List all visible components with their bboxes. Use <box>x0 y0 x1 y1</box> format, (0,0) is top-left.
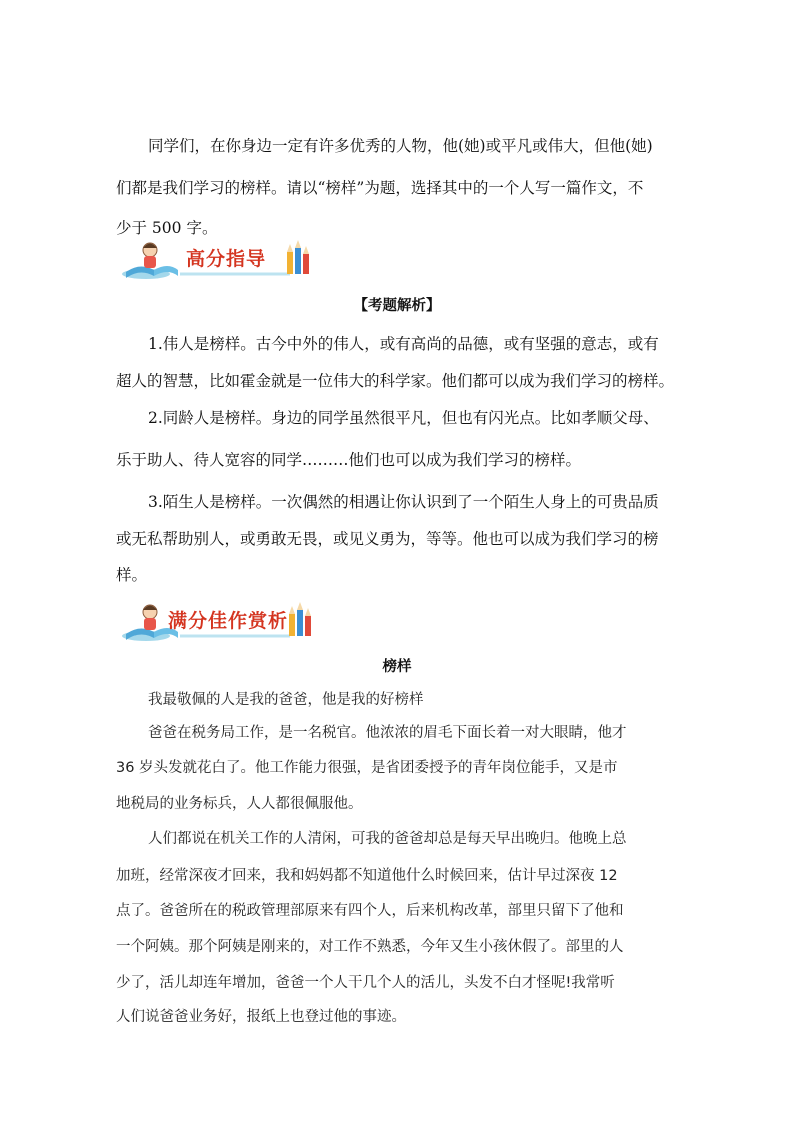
banner-title: 高分指导 <box>186 248 267 270</box>
essay-line: 人们都说在机关工作的人清闲，可我的爸爸却总是每天早出晚归。他晚上总 <box>148 831 627 847</box>
analysis-line: 超人的智慧，比如霍金就是一位伟大的科学家。他们都可以成为我们学习的榜样。 <box>116 372 675 390</box>
analysis-line: 或无私帮助别人，或勇敢无畏，或见义勇为，等等。他也可以成为我们学习的榜 <box>116 530 659 548</box>
analysis-line: 2.同龄人是榜样。身边的同学虽然很平凡，但也有闪光点。比如孝顺父母、 <box>148 409 659 427</box>
essay-title: 榜样 <box>382 659 412 675</box>
banner-title: 满分佳作赏析 <box>168 610 289 632</box>
section-banner-model-essay <box>120 598 320 644</box>
essay-line: 一个阿姨。那个阿姨是刚来的，对工作不熟悉，今年又生小孩休假了。部里的人 <box>116 939 624 955</box>
essay-line: 少了，活儿却连年增加，爸爸一个人干几个人的活儿，头发不白才怪呢!我常听 <box>116 975 615 991</box>
essay-line: 爸爸在税务局工作，是一名税官。他浓浓的眉毛下面长着一对大眼睛，他才 <box>148 725 627 741</box>
section-banner-guidance <box>120 236 320 282</box>
analysis-line: 乐于助人、待人宽容的同学………他们也可以成为我们学习的榜样。 <box>116 451 582 469</box>
pencils-icon <box>284 240 314 276</box>
analysis-heading: 【考题解析】 <box>353 298 441 314</box>
analysis-line: 1.伟人是榜样。古今中外的伟人，或有高尚的品德，或有坚强的意志，或有 <box>148 335 659 353</box>
essay-line: 我最敬佩的人是我的爸爸，他是我的好榜样 <box>148 692 424 708</box>
intro-line-3: 少于 500 字。 <box>116 219 218 237</box>
intro-line-2: 们都是我们学习的榜样。请以“榜样”为题，选择其中的一个人写一篇作文，不 <box>116 179 644 197</box>
essay-line: 36 岁头发就花白了。他工作能力很强，是省团委授予的青年岗位能手，又是市 <box>116 760 618 776</box>
analysis-line: 3.陌生人是榜样。一次偶然的相遇让你认识到了一个陌生人身上的可贵品质 <box>148 493 659 511</box>
essay-line: 人们说爸爸业务好，报纸上也登过他的事迹。 <box>116 1009 406 1025</box>
pencils-icon <box>286 602 316 638</box>
essay-line: 地税局的业务标兵，人人都很佩服他。 <box>116 796 363 812</box>
analysis-line: 样。 <box>116 566 148 584</box>
essay-line: 加班，经常深夜才回来，我和妈妈都不知道他什么时候回来，估计早过深夜 12 <box>116 868 618 884</box>
intro-line-1: 同学们，在你身边一定有许多优秀的人物，他(她)或平凡或伟大，但他(她) <box>148 137 653 155</box>
essay-line: 点了。爸爸所在的税政管理部原来有四个人，后来机构改革，部里只留下了他和 <box>116 903 624 919</box>
